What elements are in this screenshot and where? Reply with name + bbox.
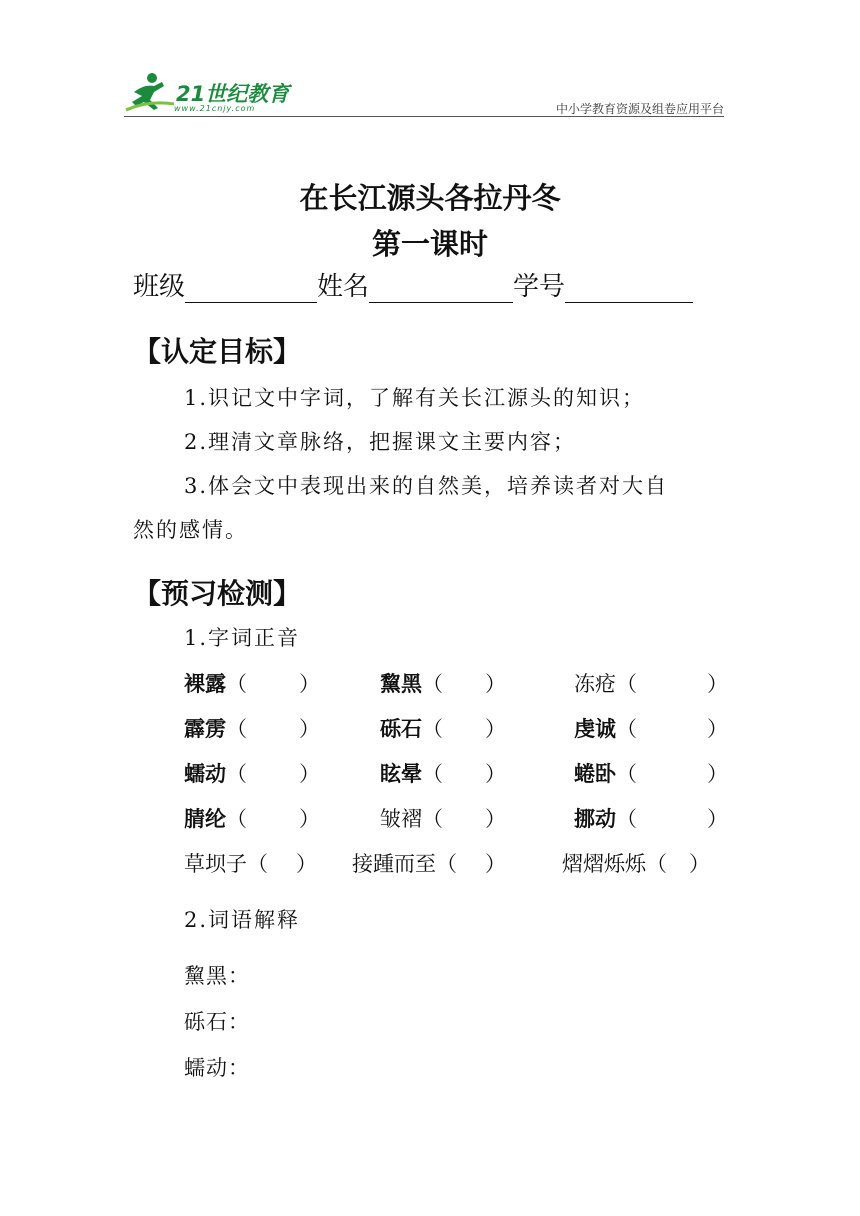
- pinyin-item: 挪动（ ）: [574, 806, 728, 831]
- page-subtitle: 第一课时: [371, 227, 488, 261]
- pinyin-item: 眩晕（ ）: [380, 761, 506, 786]
- question-title: 1.字词正音: [184, 626, 301, 650]
- pinyin-item: 裸露（ ）: [184, 671, 320, 696]
- pinyin-item: 皱褶（ ）: [380, 807, 506, 831]
- goal-item: 2.理清文章脉络，把握课文主要内容；: [184, 430, 577, 454]
- pinyin-item: 蜷卧（ ）: [574, 761, 728, 786]
- logo: [124, 68, 294, 114]
- goal-item: 3.体会文中表现出来的自然美，培养读者对大自: [184, 474, 669, 498]
- logo-text: 21世纪教育: [176, 82, 290, 106]
- pinyin-item: 黧黑（ ）: [380, 671, 506, 696]
- goal-item: 然的感情。: [133, 518, 248, 542]
- id-label: 学号: [513, 272, 566, 302]
- pinyin-item: 草坝子（ ）: [184, 852, 317, 876]
- definition-item: 黧黑：: [184, 964, 250, 988]
- header-slogan: 中小学教育资源及组卷应用平台: [555, 102, 724, 116]
- student-info-line: [133, 266, 693, 303]
- pinyin-item: 蠕动（ ）: [184, 761, 320, 786]
- pinyin-item: 霹雳（ ）: [184, 716, 320, 741]
- runner-logo-icon: [124, 70, 176, 112]
- pinyin-item: 接踵而至（ ）: [352, 852, 506, 876]
- section-heading-goals: 【认定目标】: [133, 335, 302, 368]
- pinyin-item: 冻疮（ ）: [574, 672, 728, 696]
- section-heading-preview: 【预习检测】: [133, 577, 302, 610]
- class-blank[interactable]: [185, 272, 317, 303]
- goal-item: 1.识记文中字词，了解有关长江源头的知识；: [184, 386, 646, 410]
- page-header: [124, 68, 724, 116]
- logo-url: www.21cnjy.com: [174, 104, 256, 113]
- pinyin-item: 砾石（ ）: [380, 716, 506, 741]
- id-blank[interactable]: [565, 272, 693, 303]
- pinyin-item: 熠熠烁烁（ ）: [562, 852, 710, 876]
- name-blank[interactable]: [369, 272, 513, 303]
- definition-item: 蠕动：: [184, 1056, 250, 1080]
- pinyin-item: 虔诚（ ）: [574, 716, 728, 741]
- question-title: 2.词语解释: [184, 908, 301, 932]
- header-divider: [124, 116, 724, 117]
- definition-item: 砾石：: [184, 1010, 250, 1034]
- page-title: 在长江源头各拉丹冬: [299, 181, 561, 215]
- pinyin-item: 腈纶（ ）: [184, 806, 320, 831]
- name-label: 姓名: [317, 272, 370, 302]
- class-label: 班级: [133, 272, 186, 302]
